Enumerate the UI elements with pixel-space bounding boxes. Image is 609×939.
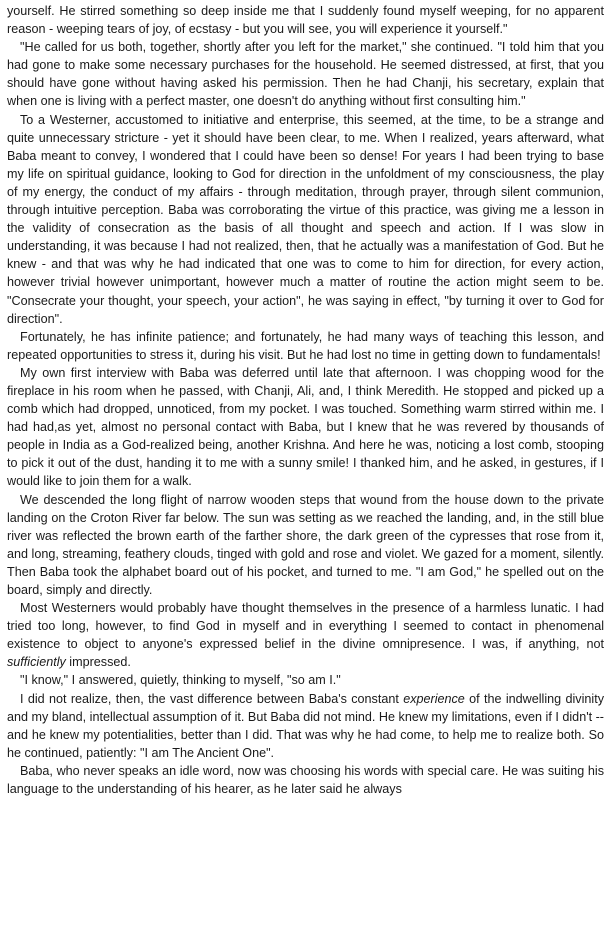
paragraph-text: Baba, who never speaks an idle word, now was choosing his words with special care. He was suiting his language to the understanding of his hearer, as he later said he always <box>7 763 604 797</box>
paragraph-text: of the indwelling divinity and my bland, intellectual assumption of it. But Baba did not mind. He knew my limitations, even if I didn't -- and he knew my potentialities, better than I did. That was why he had come, to help me to realize both. So he continued, patiently: "I am The Ancient One". <box>7 691 604 760</box>
paragraph-text: impressed. <box>65 655 131 670</box>
italic-text: experience <box>403 691 465 706</box>
paragraph-text: To a Westerner, accustomed to initiative and enterprise, this seemed, at the time, to be a strange and quite unnecessary stricture - yet it should have been clear, to me. When I realized, years afterward, what Baba meant to convey, I wondered that I could have been so dense! For years I had been trying to base my life on spiritual guidance, looking to God for direction in the unfoldment of my consciousness, the play of my energy, the conduct of my affairs - through meditation, through prayer, through silent communion, through intuitive perception. Baba was corroborating the virtue of this practice, was giving me a lesson in the validity of consecration as the basis of all thought and speech and action. If I was slow in understanding, it was because I had not realized, then, that he actually was a manifestation of God. But he knew - and that was why he had indicated that one was to come to him for direction, for every action, however trivial however unimportant, however much a matter of routine the action might seem to be. "Consecrate your thought, your speech, your action", he was saying in effect, "by turning it over to God for direction". <box>7 112 604 326</box>
italic-text: sufficiently <box>7 655 66 670</box>
paragraph-4 <box>7 328 604 364</box>
paragraph-2 <box>7 38 604 110</box>
paragraph-3 <box>7 111 604 328</box>
paragraph-text: My own first interview with Baba was deferred until late that afternoon. I was chopping wood for the fireplace in his room when he passed, with Chanji, Ali, and, I think Meredith. He stopped and picked up a comb which had dropped, unnoticed, from my pocket. I was touched. Something warm stirred within me. I had had,as yet, almost no personal contact with Baba, but I knew that he was revered by thousands of people in India as a God-realized being, another Krishna. And here he was, noticing a lost comb, stooping to pick it out of the dust, handing it to me with a sunny smile! I thanked him, and he asked, in gestures, if I would like to join them for a walk. <box>7 365 604 489</box>
paragraph-10 <box>7 762 604 798</box>
paragraph-1 <box>7 2 604 38</box>
paragraph-text: Fortunately, he has infinite patience; and fortunately, he had many ways of teaching this lesson, and repeated opportunities to stress it, during his visit. But he had lost no time in getting down to fundamentals! <box>7 329 604 362</box>
paragraph-5 <box>7 364 604 491</box>
paragraph-text: yourself. He stirred something so deep inside me that I suddenly found myself weeping, for no apparent reason - weeping tears of joy, of ecstasy - but you will see, you will experience it yourself." <box>7 4 604 37</box>
book-page <box>7 2 604 937</box>
paragraph-8 <box>7 671 604 689</box>
paragraph-9 <box>7 690 604 762</box>
paragraph-text: I did not realize, then, the vast difference between Baba's constant <box>20 691 404 706</box>
paragraph-text: "He called for us both, together, shortly after you left for the market," she continued. "I told him that you had gone to make some necessary purchases for the household. He seemed distressed, at first, that you should have gone without having asked his permission. Then he had Chanji, his secretary, explain that when one is living with a perfect master, one doesn't do anything without first consulting him." <box>7 40 604 109</box>
paragraph-text: Most Westerners would probably have thought themselves in the presence of a harmless lunatic. I had tried too long, however, to find God in myself and in everything I seemed to contact in phenomenal existence to object to anyone's expressed belief in the divine omnipresence. I was, if anything, not <box>7 601 604 652</box>
paragraph-text: "I know," I answered, quietly, thinking to myself, "so am I." <box>20 673 341 688</box>
paragraph-6 <box>7 491 604 600</box>
paragraph-text: We descended the long flight of narrow wooden steps that wound from the house down to the private landing on the Croton River far below. The sun was setting as we reached the landing, and, in the still blue river was reflected the brown earth of the farther shore, the dark green of the cypresses that rose from it, and long, streaming, feathery clouds, tinged with gold and rose and violet. We gazed for a moment, silently. Then Baba took the alphabet board out of his pocket, and turned to me. "I am God," he spelled out on the board, simply and directly. <box>7 492 604 597</box>
paragraph-7 <box>7 599 604 671</box>
